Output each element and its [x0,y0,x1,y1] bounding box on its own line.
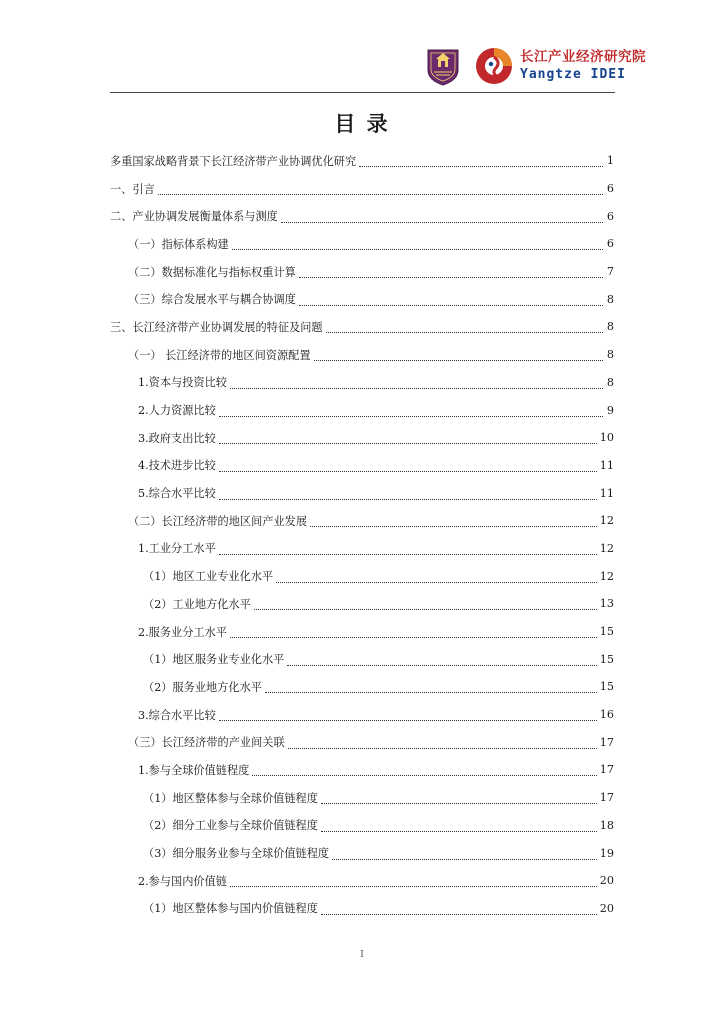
toc-entry-page: 20 [599,901,614,915]
toc-entry-label: （2）服务业地方化水平 [143,680,262,694]
toc-entry-page: 8 [606,375,614,389]
toc-entry[interactable] [110,562,614,590]
toc-entry[interactable] [110,784,614,812]
toc-entry[interactable] [110,812,614,840]
toc-entry-label: （一）指标体系构建 [128,237,229,251]
toc-entry-page: 15 [599,680,614,694]
toc-leader-dots [230,380,603,389]
toc-leader-dots [219,712,597,721]
toc-entry-label: 二、产业协调发展衡量体系与测度 [110,210,278,224]
toc-leader-dots [230,629,597,638]
toc-title: 目 录 [334,111,390,136]
toc-entry-page: 20 [599,874,614,888]
toc-entry-label: （2）工业地方化水平 [143,597,251,611]
toc-leader-dots [219,408,603,417]
toc-entry-label: （2）细分工业参与全球价值链程度 [143,819,318,833]
toc-entry-page: 12 [599,514,614,528]
toc-entry[interactable] [110,396,614,424]
toc-entry-page: 11 [599,486,614,500]
toc-entry[interactable] [110,285,614,313]
toc-entry[interactable] [110,369,614,397]
toc-leader-dots [281,214,603,223]
toc-leader-dots [314,352,603,361]
toc-entry-page: 17 [599,791,614,805]
toc-leader-dots [230,878,597,887]
toc-entry-page: 10 [599,431,614,445]
toc-leader-dots [359,158,603,167]
toc-entry-page: 17 [599,763,614,777]
toc-entry-label: （三）长江经济带的产业间关联 [128,736,285,750]
toc-entry-label: （二）长江经济带的地区间产业发展 [128,514,308,528]
toc-entry-page: 7 [606,265,614,279]
header-rule [110,92,615,93]
toc-entry-page: 6 [606,209,614,223]
toc-leader-dots [288,740,597,749]
toc-entry[interactable] [110,230,614,258]
toc-entry-label: （1）地区服务业专业化水平 [143,653,285,667]
toc-leader-dots [254,601,597,610]
toc-entry[interactable] [110,618,614,646]
toc-leader-dots [219,546,597,555]
toc-entry-page: 12 [599,541,614,555]
toc-entry-label: 2.人力资源比较 [138,404,216,418]
toc-entry[interactable] [110,424,614,452]
toc-entry-page: 18 [599,818,614,832]
toc-entry[interactable] [110,202,614,230]
toc-leader-dots [219,463,597,472]
toc-leader-dots [326,324,603,333]
toc-entry-page: 8 [606,292,614,306]
university-seal-icon [426,46,460,86]
toc-entry[interactable] [110,701,614,729]
toc-entry-label: （一） 长江经济带的地区间资源配置 [128,348,311,362]
toc-entry-label: 1.工业分工水平 [138,542,216,556]
toc-entry-label: 2.参与国内价值链 [138,874,227,888]
brand-name-en: Yangtze IDEI [520,67,626,83]
toc-entry[interactable] [110,313,614,341]
toc-entry[interactable] [110,479,614,507]
toc-entry-label: （1）地区整体参与全球价值链程度 [143,791,318,805]
toc-entry[interactable] [110,867,614,895]
toc-leader-dots [332,851,597,860]
toc-entry-page: 9 [606,403,614,417]
toc-leader-dots [299,297,603,306]
toc-leader-dots [321,823,597,832]
toc-leader-dots [265,684,597,693]
toc-entry-label: （三）综合发展水平与耦合协调度 [128,293,296,307]
toc-leader-dots [321,906,597,915]
toc-leader-dots [219,491,597,500]
toc-leader-dots [299,269,603,278]
toc-entry[interactable] [110,258,614,286]
toc-leader-dots [321,795,597,804]
toc-entry-label: 1.资本与投资比较 [138,376,227,390]
toc-entry[interactable] [110,673,614,701]
toc-entry-page: 15 [599,625,614,639]
toc-entry[interactable] [110,895,614,923]
toc-entry-label: 5.综合水平比较 [138,487,216,501]
toc-entry-page: 16 [599,708,614,722]
brand-name-cn: 长江产业经济研究院 [520,48,646,65]
toc-leader-dots [310,518,597,527]
toc-entry[interactable] [110,728,614,756]
toc-leader-dots [276,574,597,583]
toc-entry[interactable] [110,645,614,673]
brand-logo [474,46,646,86]
toc-entry-page: 11 [599,458,614,472]
toc-entry-page: 17 [599,735,614,749]
toc-entry[interactable] [110,590,614,618]
toc-entry[interactable] [110,452,614,480]
toc-entry-page: 1 [606,154,614,168]
toc-entry-label: （1）地区工业专业化水平 [143,570,274,584]
toc-entry-label: 3.综合水平比较 [138,708,216,722]
yangtze-idei-logo-icon [474,46,514,86]
toc-entry[interactable] [110,341,614,369]
toc-entry-label: （3）细分服务业参与全球价值链程度 [143,847,330,861]
toc-entry[interactable] [110,756,614,784]
toc-entry-label: 1.参与全球价值链程度 [138,763,250,777]
toc-entry-page: 12 [599,569,614,583]
toc-entry[interactable] [110,175,614,203]
toc-leader-dots [287,657,596,666]
toc-leader-dots [252,767,596,776]
toc-entry-label: （1）地区整体参与国内价值链程度 [143,902,318,916]
toc-entry[interactable] [110,147,614,175]
toc-entry-page: 6 [606,237,614,251]
toc-entry-label: 一、引言 [110,182,155,196]
toc-entry-label: （二）数据标准化与指标权重计算 [128,265,296,279]
toc-entry[interactable] [110,535,614,563]
toc-entry-page: 19 [599,846,614,860]
toc-entry[interactable] [110,839,614,867]
header-logos [426,44,646,88]
toc-entry-page: 15 [599,652,614,666]
toc-entry-label: 3.政府支出比较 [138,431,216,445]
toc-entry-label: 三、长江经济带产业协调发展的特征及问题 [110,320,323,334]
page-number: I [360,950,364,960]
toc-entry-label: 多重国家战略背景下长江经济带产业协调优化研究 [110,154,357,168]
toc-leader-dots [158,186,603,195]
toc-entry-page: 13 [599,597,614,611]
toc-entry-label: 2.服务业分工水平 [138,625,227,639]
toc-entry-label: 4.技术进步比较 [138,459,216,473]
table-of-contents [110,147,614,922]
toc-entry[interactable] [110,507,614,535]
toc-entry-page: 6 [606,182,614,196]
toc-leader-dots [219,435,597,444]
toc-entry-page: 8 [606,320,614,334]
toc-entry-page: 8 [606,348,614,362]
toc-leader-dots [232,241,603,250]
